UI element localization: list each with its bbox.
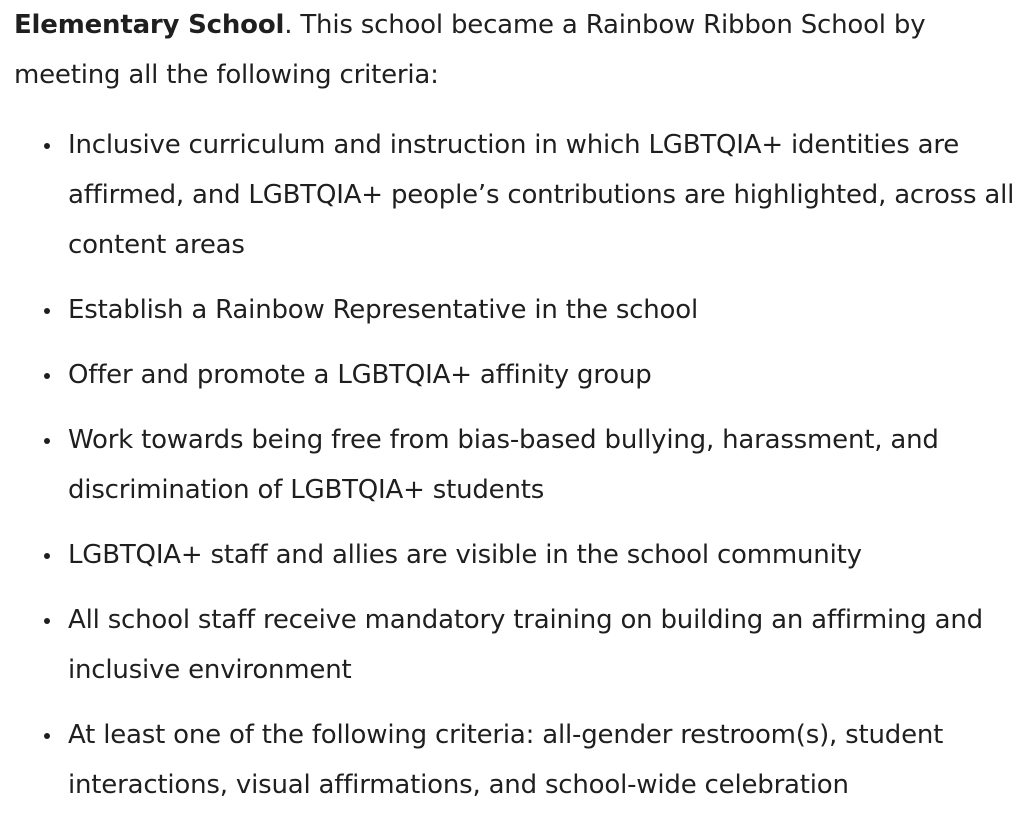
bullet-icon xyxy=(44,553,50,559)
list-item xyxy=(14,710,1018,810)
school-name: Elementary School xyxy=(14,10,285,40)
criterion-text: Inclusive curriculum and instruction in which LGBTQIA+ identities are affirmed, and LGBTQIA+ people’s contributions are highlighted, across all content areas xyxy=(68,130,1015,260)
list-item xyxy=(14,595,1018,695)
bullet-icon xyxy=(44,733,50,739)
list-item xyxy=(14,530,1018,580)
bullet-icon xyxy=(44,143,50,149)
criterion-text: Establish a Rainbow Representative in the school xyxy=(68,295,698,325)
list-item xyxy=(14,120,1018,270)
bullet-icon xyxy=(44,618,50,624)
criterion-text: Work towards being free from bias-based bullying, harassment, and discrimination of LGBTQIA+ students xyxy=(68,425,939,505)
criterion-text: At least one of the following criteria: all-gender restroom(s), student interactions, visual affirmations, and school-wide celebration xyxy=(68,720,944,800)
bullet-icon xyxy=(44,438,50,444)
list-item xyxy=(14,285,1018,335)
intro-paragraph xyxy=(14,0,1018,100)
criterion-text: LGBTQIA+ staff and allies are visible in the school community xyxy=(68,540,862,570)
list-item xyxy=(14,415,1018,515)
intro-text: . This school became a Rainbow Ribbon School by meeting all the following criteria: xyxy=(14,10,926,90)
criteria-list xyxy=(14,120,1018,810)
document-body xyxy=(14,0,1018,825)
criterion-text: All school staff receive mandatory training on building an affirming and inclusive environment xyxy=(68,605,983,685)
list-item xyxy=(14,350,1018,400)
bullet-icon xyxy=(44,308,50,314)
bullet-icon xyxy=(44,373,50,379)
criterion-text: Offer and promote a LGBTQIA+ affinity group xyxy=(68,360,652,390)
